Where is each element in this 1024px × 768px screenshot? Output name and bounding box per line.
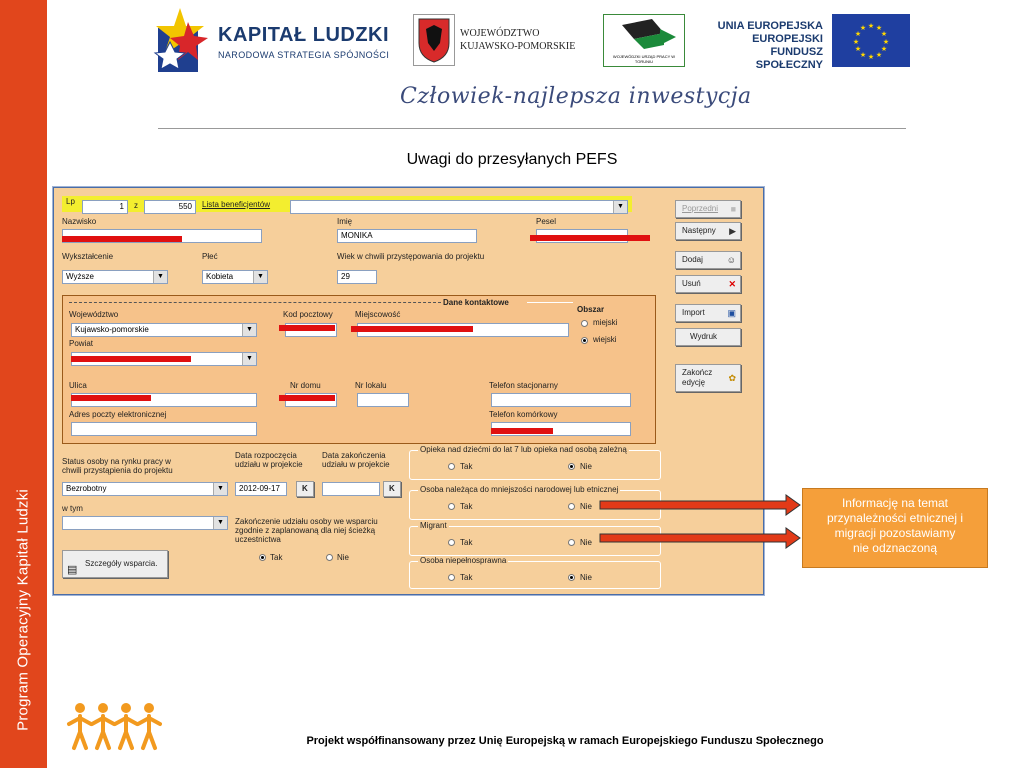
next-arrow-icon: ▶ xyxy=(729,226,736,236)
chevron-down-icon: ▼ xyxy=(242,324,256,336)
nr-lokalu-label: Nr lokalu xyxy=(355,381,387,390)
nr-domu-label: Nr domu xyxy=(290,381,321,390)
add-users-icon: ☺ xyxy=(726,255,736,265)
plec-value: Kobieta xyxy=(206,272,234,281)
radio-mniejszosc-tak[interactable] xyxy=(448,503,455,510)
redaction-bar xyxy=(351,326,473,332)
wyksztalcenie-value: Wyższe xyxy=(66,272,94,281)
total-field[interactable]: 550 xyxy=(144,200,196,214)
chevron-down-icon: ▼ xyxy=(253,271,267,283)
wyksztalcenie-select[interactable] xyxy=(62,270,168,284)
dodaj-button[interactable] xyxy=(675,251,741,269)
kapital-ludzki-title: KAPITAŁ LUDZKI xyxy=(218,24,390,46)
annotation-line2: przynależności etnicznej i xyxy=(826,511,964,525)
svg-text:★: ★ xyxy=(852,39,860,46)
radio-migrant-nie[interactable] xyxy=(568,539,575,546)
opieka-label: Opieka nad dziećmi do lat 7 lub opieka nad osobą zależną xyxy=(420,445,627,454)
nastepny-label: Następny xyxy=(682,226,716,235)
redaction-bar xyxy=(71,395,151,401)
mniejszosc-nie-label: Nie xyxy=(580,502,593,511)
imie-label: Imię xyxy=(337,217,353,226)
status-label-2: chwili przystąpienia do projektu xyxy=(62,466,173,475)
powiat-label: Powiat xyxy=(69,339,94,348)
niepelnosprawna-tak-label: Tak xyxy=(460,573,473,582)
redaction-bar xyxy=(71,356,191,362)
ue-line1: UNIA EUROPEJSKA xyxy=(717,20,823,32)
radio-zakonczenie-tak[interactable] xyxy=(259,554,266,561)
wyksztalcenie-label: Wykształcenie xyxy=(62,252,114,261)
delete-icon: ✕ xyxy=(728,279,736,289)
chevron-down-icon: ▼ xyxy=(242,353,256,365)
chevron-down-icon: ▼ xyxy=(213,517,227,529)
woj-name-line2: KUJAWSKO-POMORSKIE xyxy=(460,41,576,52)
radio-zakonczenie-nie[interactable] xyxy=(326,554,333,561)
redaction-bar xyxy=(279,395,335,401)
opieka-group xyxy=(409,445,661,480)
chevron-down-icon: ▼ xyxy=(613,201,627,213)
zakoncz-edycje-button[interactable] xyxy=(675,364,741,392)
section-divider xyxy=(69,302,441,303)
chevron-down-icon: ▼ xyxy=(153,271,167,283)
niepelnosprawna-group xyxy=(409,556,661,589)
eu-flag-icon xyxy=(832,14,910,67)
annotation-arrows xyxy=(598,490,804,550)
redaction-bar xyxy=(62,236,182,242)
zakonczenie-label-2: zgodnie z zaplanowaną dla niej ścieżką xyxy=(235,526,376,535)
email-field[interactable] xyxy=(71,422,257,436)
opieka-tak-label: Tak xyxy=(460,462,473,471)
wup-torun-logo xyxy=(603,14,685,67)
wiejski-label: wiejski xyxy=(593,335,617,344)
nr-lokalu-field[interactable] xyxy=(357,393,409,407)
lp-field[interactable]: 1 xyxy=(82,200,128,214)
radio-mniejszosc-nie[interactable] xyxy=(568,503,575,510)
mniejszosc-label: Osoba należąca do mniejszości narodowej lub etnicznej xyxy=(420,485,619,494)
annotation-line1: Informację na temat xyxy=(841,496,949,510)
poprzedni-button[interactable] xyxy=(675,200,741,218)
data-rozp-label-1: Data rozpoczęcia xyxy=(235,451,297,460)
niepelnosprawna-label: Osoba niepełnosprawna xyxy=(420,556,507,565)
section-divider xyxy=(527,302,573,303)
radio-migrant-tak[interactable] xyxy=(448,539,455,546)
woj-name-line1: WOJEWÓDZTWO xyxy=(460,28,540,39)
svg-text:★: ★ xyxy=(854,46,862,53)
redaction-bar xyxy=(279,325,335,331)
wojewodztwo-value: Kujawsko-pomorskie xyxy=(75,325,149,334)
svg-text:★: ★ xyxy=(882,39,890,46)
radio-miejski[interactable] xyxy=(581,320,588,327)
data-rozp-field[interactable]: 2012-09-17 xyxy=(235,482,287,496)
miejski-label: miejski xyxy=(593,318,618,327)
annotation-line3: migracji pozostawiamy xyxy=(834,526,956,540)
ue-line3: FUNDUSZ SPOŁECZNY xyxy=(755,46,823,71)
beneficiary-select[interactable] xyxy=(290,200,628,214)
woj-coat-of-arms-icon xyxy=(413,14,455,66)
data-zak-label-1: Data zakończenia xyxy=(322,451,386,460)
mniejszosc-tak-label: Tak xyxy=(460,502,473,511)
wydruk-label: Wydruk xyxy=(690,332,718,341)
tel-stacjonarny-label: Telefon stacjonarny xyxy=(489,381,558,390)
wup-caption: WOJEWÓDZKI URZĄD PRACY W TORUNIU xyxy=(612,54,676,64)
finish-icon: ✿ xyxy=(728,373,736,383)
lista-beneficjentow-label: Lista beneficjentów xyxy=(202,200,271,209)
miejscowosc-label: Miejscowość xyxy=(355,310,401,319)
zakonczenie-nie-label: Nie xyxy=(337,553,350,562)
svg-text:★: ★ xyxy=(867,23,875,30)
status-select[interactable] xyxy=(62,482,228,496)
kapital-ludzki-star-logo xyxy=(150,8,210,80)
obszar-label: Obszar xyxy=(577,305,605,314)
zakonczenie-label-3: uczestnictwa xyxy=(235,535,281,544)
footer-text: Projekt współfinansowany przez Unię Europejską w ramach Europejskiego Funduszu Społecznego xyxy=(306,735,824,747)
plec-select[interactable] xyxy=(202,270,268,284)
migrant-nie-label: Nie xyxy=(580,538,593,547)
stop-icon: ■ xyxy=(730,204,736,214)
poprzedni-label: Poprzedni xyxy=(682,204,719,213)
email-label: Adres poczty elektronicznej xyxy=(69,410,167,419)
svg-text:★: ★ xyxy=(880,31,888,38)
zakoncz-label-2: edycję xyxy=(682,378,706,387)
zakonczenie-tak-label: Tak xyxy=(270,553,283,562)
w-tym-select[interactable] xyxy=(62,516,228,530)
wojewodztwo-select[interactable] xyxy=(71,323,257,337)
redaction-bar xyxy=(491,428,553,434)
svg-text:★: ★ xyxy=(880,46,888,53)
document-icon: ▤ xyxy=(67,564,78,576)
dane-kontaktowe-heading: Dane kontaktowe xyxy=(443,298,509,307)
zakoncz-label-1: Zakończ xyxy=(682,368,713,377)
svg-text:★: ★ xyxy=(854,31,862,38)
opieka-nie-label: Nie xyxy=(580,462,593,471)
data-zak-label-2: udziału w projekcie xyxy=(322,460,390,469)
ue-line2: EUROPEJSKI xyxy=(752,33,823,45)
pesel-label: Pesel xyxy=(536,217,557,226)
program-stripe-text: Program Operacyjny Kapitał Ludzki xyxy=(14,489,32,731)
szczegoly-label: Szczegóły wsparcia. xyxy=(85,559,158,568)
svg-text:★: ★ xyxy=(867,54,875,61)
redaction-bar xyxy=(530,235,650,241)
migrant-label: Migrant xyxy=(420,521,447,530)
plec-label: Płeć xyxy=(202,252,218,261)
import-label: Import xyxy=(682,308,705,317)
nazwisko-label: Nazwisko xyxy=(62,217,97,226)
w-tym-label: w tym xyxy=(62,504,83,513)
lp-label: Lp xyxy=(66,197,75,206)
tel-stacjonarny-field[interactable] xyxy=(491,393,631,407)
migrant-tak-label: Tak xyxy=(460,538,473,547)
svg-text:★: ★ xyxy=(859,25,867,32)
niepelnosprawna-nie-label: Nie xyxy=(580,573,593,582)
zakonczenie-label-1: Zakończenie udziału osoby we wsparciu xyxy=(235,517,378,526)
radio-opieka-tak[interactable] xyxy=(448,463,455,470)
annotation-note xyxy=(802,488,988,568)
annotation-line4: nie odznaczoną xyxy=(852,541,938,555)
radio-wiejski[interactable] xyxy=(581,337,588,344)
usun-label: Usuń xyxy=(682,279,701,288)
dodaj-label: Dodaj xyxy=(682,255,703,264)
radio-niepelnosprawna-tak[interactable] xyxy=(448,574,455,581)
header-divider xyxy=(158,128,906,129)
usun-button[interactable] xyxy=(675,275,741,293)
motto: Człowiek-najlepsza inwestycja xyxy=(400,84,752,109)
svg-text:★: ★ xyxy=(875,25,883,32)
tel-komorkowy-label: Telefon komórkowy xyxy=(489,410,558,419)
wiek-label: Wiek w chwili przystępowania do projektu xyxy=(337,252,485,261)
svg-text:★: ★ xyxy=(875,52,883,59)
kapital-ludzki-subtitle: NARODOWA STRATEGIA SPÓJNOŚCI xyxy=(218,50,390,60)
svg-text:★: ★ xyxy=(859,52,867,59)
import-button[interactable] xyxy=(675,304,741,322)
nastepny-button[interactable] xyxy=(675,222,741,240)
status-value: Bezrobotny xyxy=(66,484,107,493)
import-icon: ▣ xyxy=(727,308,736,318)
ulica-label: Ulica xyxy=(69,381,87,390)
radio-opieka-nie[interactable] xyxy=(568,463,575,470)
z-label: z xyxy=(134,201,138,210)
wydruk-button[interactable] xyxy=(675,328,741,346)
wiek-field[interactable]: 29 xyxy=(337,270,377,284)
data-zak-field[interactable] xyxy=(322,482,380,496)
ue-label xyxy=(705,20,823,72)
status-label-1: Status osoby na rynku pracy w xyxy=(62,457,171,466)
wojewodztwo-label: Województwo xyxy=(69,310,119,319)
kod-pocztowy-label: Kod pocztowy xyxy=(283,310,333,319)
imie-field[interactable]: MONIKA xyxy=(337,229,477,243)
szczegoly-wsparcia-button[interactable] xyxy=(62,550,168,578)
calendar-button-start[interactable]: K xyxy=(296,481,314,497)
program-stripe xyxy=(0,0,47,768)
slide-title: Uwagi do przesyłanych PEFS xyxy=(406,151,618,168)
data-rozp-label-2: udziału w projekcie xyxy=(235,460,303,469)
calendar-button-end[interactable]: K xyxy=(383,481,401,497)
radio-niepelnosprawna-nie[interactable] xyxy=(568,574,575,581)
contact-data-section xyxy=(62,295,656,444)
chevron-down-icon: ▼ xyxy=(213,483,227,495)
